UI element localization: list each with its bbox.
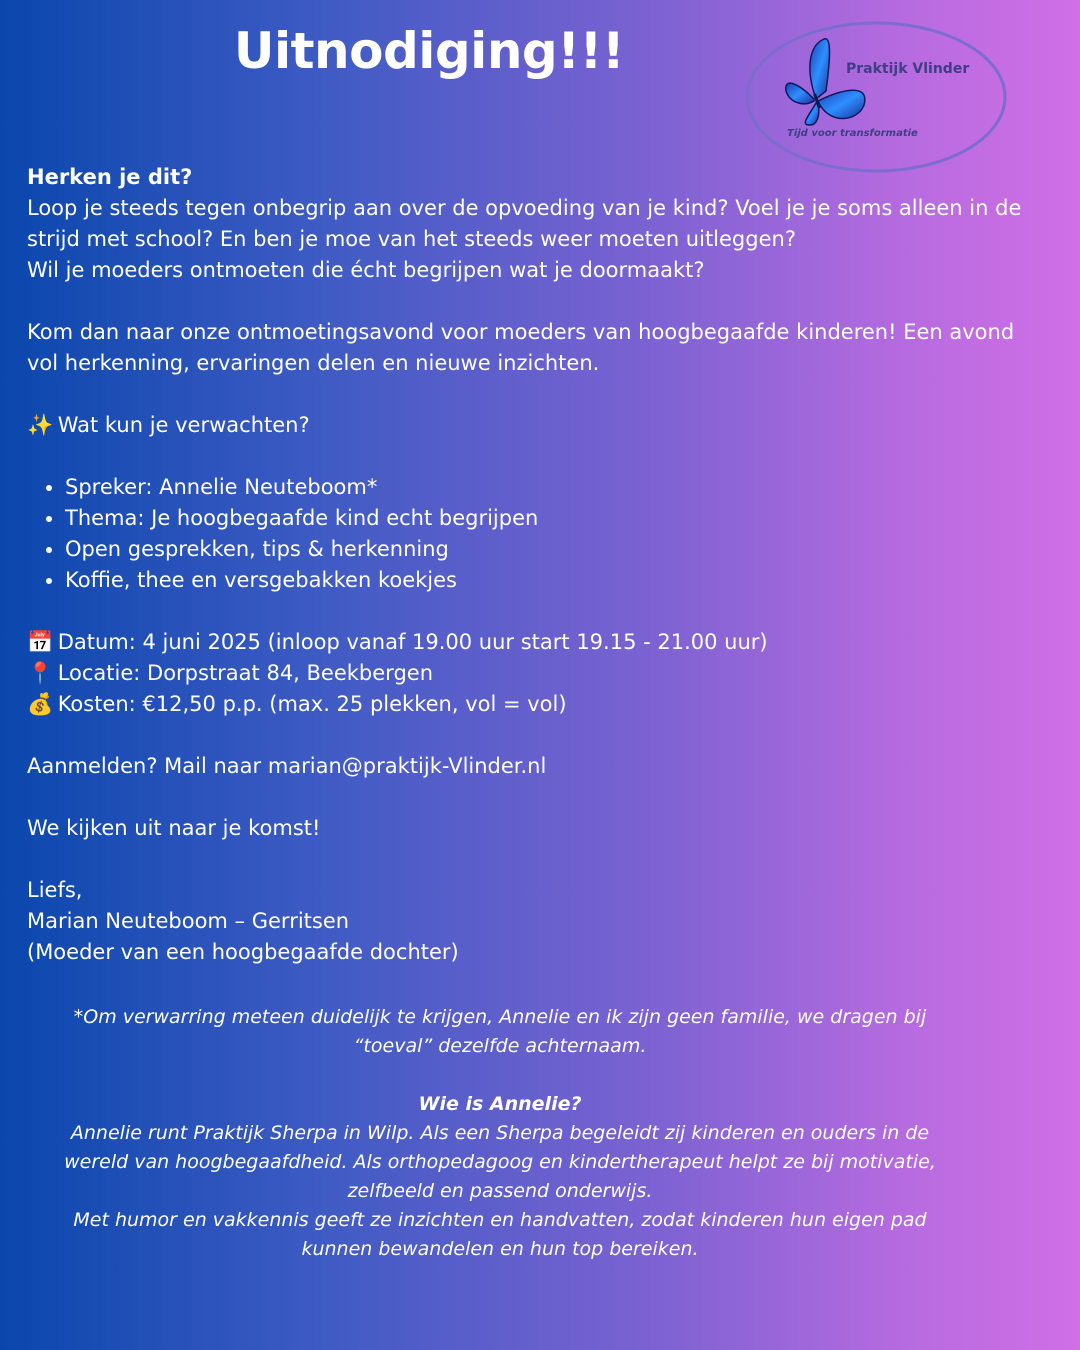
bio-paragraph-1: Annelie runt Praktijk Sherpa in Wilp. Als een Sherpa begeleidt zij kinderen en ouders in de wereld van hoogbegaafdheid. Als orthopedagoog en kindertherapeut helpt ze bij motivatie, zelfbeeld en passend onderwijs. [64, 1122, 936, 1202]
bio-paragraph-2: Met humor en vakkennis geeft ze inzichten en handvatten, zodat kinderen hun eigen pad kunnen bewandelen en hun top bereiken. [73, 1209, 927, 1260]
intro-paragraph: Kom dan naar onze ontmoetingsavond voor moeders van hoogbegaafde kinderen! Een avond vol herkenning, ervaringen delen en nieuwe inzichten. [27, 320, 1015, 375]
signature-name: Marian Neuteboom – Gerritsen [27, 909, 350, 933]
calendar-icon: 📅 [27, 630, 54, 654]
pin-icon: 📍 [27, 661, 54, 685]
money-bag-icon: 💰 [27, 692, 54, 716]
list-item: • Spreker: Annelie Neuteboom* [65, 472, 1027, 503]
cost-row [27, 689, 1027, 720]
date-text: Datum: 4 juni 2025 (inloop vanaf 19.00 uur start 19.15 - 21.00 uur) [57, 630, 768, 654]
list-item: • Koffie, thee en versgebakken koekjes [65, 565, 1027, 596]
footnote-text: *Om verwarring meteen duidelijk te krijgen, Annelie en ik zijn geen familie, we dragen bij “toeval” dezelfde achternaam. [73, 1006, 927, 1057]
expect-list [27, 472, 1027, 596]
location-row [27, 658, 1027, 689]
signature-greeting: Liefs, [27, 878, 83, 902]
logo-tagline: Tijd voor transformatie [787, 128, 918, 139]
date-row [27, 627, 1027, 658]
signup-text: Aanmelden? Mail naar marian@praktijk-Vlinder.nl [27, 754, 547, 778]
butterfly-icon [746, 21, 1008, 173]
page-title: Uitnodiging!!! [233, 22, 625, 80]
invitation-body [27, 162, 1027, 968]
footnote-block [40, 1003, 960, 1264]
sparkles-icon: ✨ [27, 413, 54, 437]
expect-heading-row [27, 410, 1027, 441]
list-item: • Open gesprekken, tips & herkenning [65, 534, 1027, 565]
list-item: • Thema: Je hoogbegaafde kind echt begrijpen [65, 503, 1027, 534]
signature-role: (Moeder van een hoogbegaafde dochter) [27, 940, 459, 964]
closing-text: We kijken uit naar je komst! [27, 816, 321, 840]
logo-praktijk-vlinder [746, 21, 1008, 173]
cost-text: Kosten: €12,50 p.p. (max. 25 plekken, vol = vol) [57, 692, 567, 716]
intro-line-1: Loop je steeds tegen onbegrip aan over de opvoeding van je kind? Voel je je soms alleen in de strijd met school? En ben je moe van het steeds weer moeten uitleggen? [27, 196, 1022, 251]
intro-heading: Herken je dit? [27, 165, 193, 189]
logo-name: Praktijk Vlinder [846, 61, 970, 77]
bio-heading: Wie is Annelie? [418, 1093, 582, 1115]
location-text: Locatie: Dorpstraat 84, Beekbergen [57, 661, 434, 685]
expect-heading: Wat kun je verwachten? [57, 413, 310, 437]
intro-line-2: Wil je moeders ontmoeten die écht begrijpen wat je doormaakt? [27, 258, 705, 282]
